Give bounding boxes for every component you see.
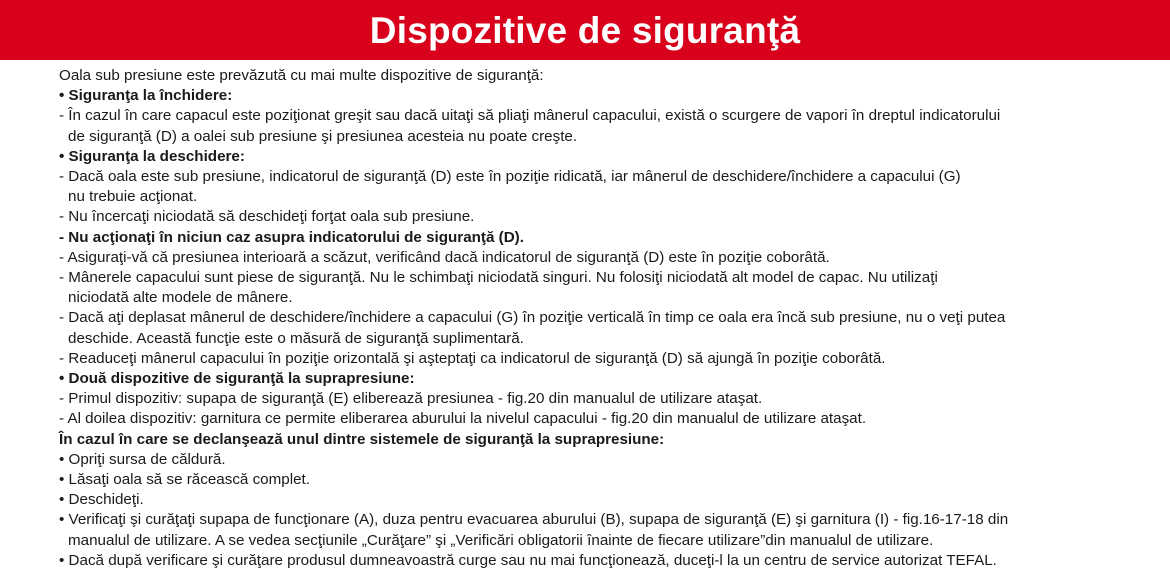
text-line: nu trebuie acţionat. bbox=[68, 188, 198, 206]
section-heading-line: • Siguranţa la deschidere: bbox=[59, 147, 245, 165]
safety-text-body bbox=[59, 66, 1139, 571]
header-banner bbox=[0, 0, 1170, 60]
text-line: - Mânerele capacului sunt piese de siguranţă. Nu le schimbaţi niciodată singuri. Nu folosiţi niciodată alt model de capac. Nu utilizaţi bbox=[59, 269, 938, 287]
text-line: niciodată alte modele de mânere. bbox=[68, 289, 293, 307]
section-heading-line: - Nu acţionaţi în niciun caz asupra indicatorului de siguranţă (D). bbox=[59, 228, 524, 246]
text-line: • Deschideţi. bbox=[59, 491, 144, 509]
text-line: • Lăsaţi oala să se răcească complet. bbox=[59, 471, 310, 489]
text-line: - Nu încercaţi niciodată să deschideţi forţat oala sub presiune. bbox=[59, 208, 475, 226]
text-line: - Al doilea dispozitiv: garnitura ce permite eliberarea aburului la nivelul capacului - fig.20 din manualul de utilizare ataşat. bbox=[59, 410, 867, 428]
text-line: - Readuceţi mânerul capacului în poziţie orizontală şi aşteptaţi ca indicatorul de siguranţă (D) să ajungă în poziţie coborâtă. bbox=[59, 349, 886, 367]
section-heading-line: • Siguranţa la închidere: bbox=[59, 87, 233, 105]
text-line: manualul de utilizare. A se vedea secţiunile „Curăţare” şi „Verificări obligatorii înainte de fiecare utilizare”din manualul de utilizare. bbox=[68, 531, 934, 549]
text-line: - Dacă oala este sub presiune, indicatorul de siguranţă (D) este în poziţie ridicată, iar mânerul de deschidere/închidere a capacului (G) bbox=[59, 168, 961, 186]
text-line: - Primul dispozitiv: supapa de siguranţă (E) eliberează presiunea - fig.20 din manualul de utilizare ataşat. bbox=[59, 390, 763, 408]
section-heading-line: În cazul în care se declanşează unul dintre sistemele de siguranţă la suprapresiune: bbox=[59, 430, 665, 448]
text-line: • Verificaţi şi curăţaţi supapa de funcţionare (A), duza pentru evacuarea aburului (B), supapa de siguranţă (E) şi garnitura (I) - fig.16-17-18 din bbox=[59, 511, 1009, 529]
text-line: - Asiguraţi-vă că presiunea interioară a scăzut, verificând dacă indicatorul de siguranţă (D) este în poziţie coborâtă. bbox=[59, 248, 830, 266]
text-line: deschide. Această funcţie este o măsură de siguranţă suplimentară. bbox=[68, 329, 524, 347]
text-line: • Opriţi sursa de căldură. bbox=[59, 450, 226, 468]
text-line: Oala sub presiune este prevăzută cu mai multe dispozitive de siguranţă: bbox=[59, 67, 544, 84]
page-title: Dispozitive de siguranţă bbox=[369, 10, 801, 51]
text-line: - În cazul în care capacul este poziţionat greşit sau dacă uitaţi să pliaţi mânerul capacului, există o scurgere de vapori în dreptul indicatorului bbox=[59, 107, 1001, 125]
text-line: de siguranţă (D) a oalei sub presiune şi presiunea acesteia nu poate creşte. bbox=[68, 127, 578, 145]
section-heading-line: • Două dispozitive de siguranţă la suprapresiune: bbox=[59, 370, 415, 388]
text-line: - Dacă aţi deplasat mânerul de deschidere/închidere a capacului (G) în poziţie verticală în timp ce oala era încă sub presiune, nu o veţi putea bbox=[59, 309, 1006, 327]
text-line: • Dacă după verificare şi curăţare produsul dumneavoastră curge sau nu mai funcţionează, duceţi-l la un centru de service autorizat TEFAL. bbox=[59, 551, 997, 569]
